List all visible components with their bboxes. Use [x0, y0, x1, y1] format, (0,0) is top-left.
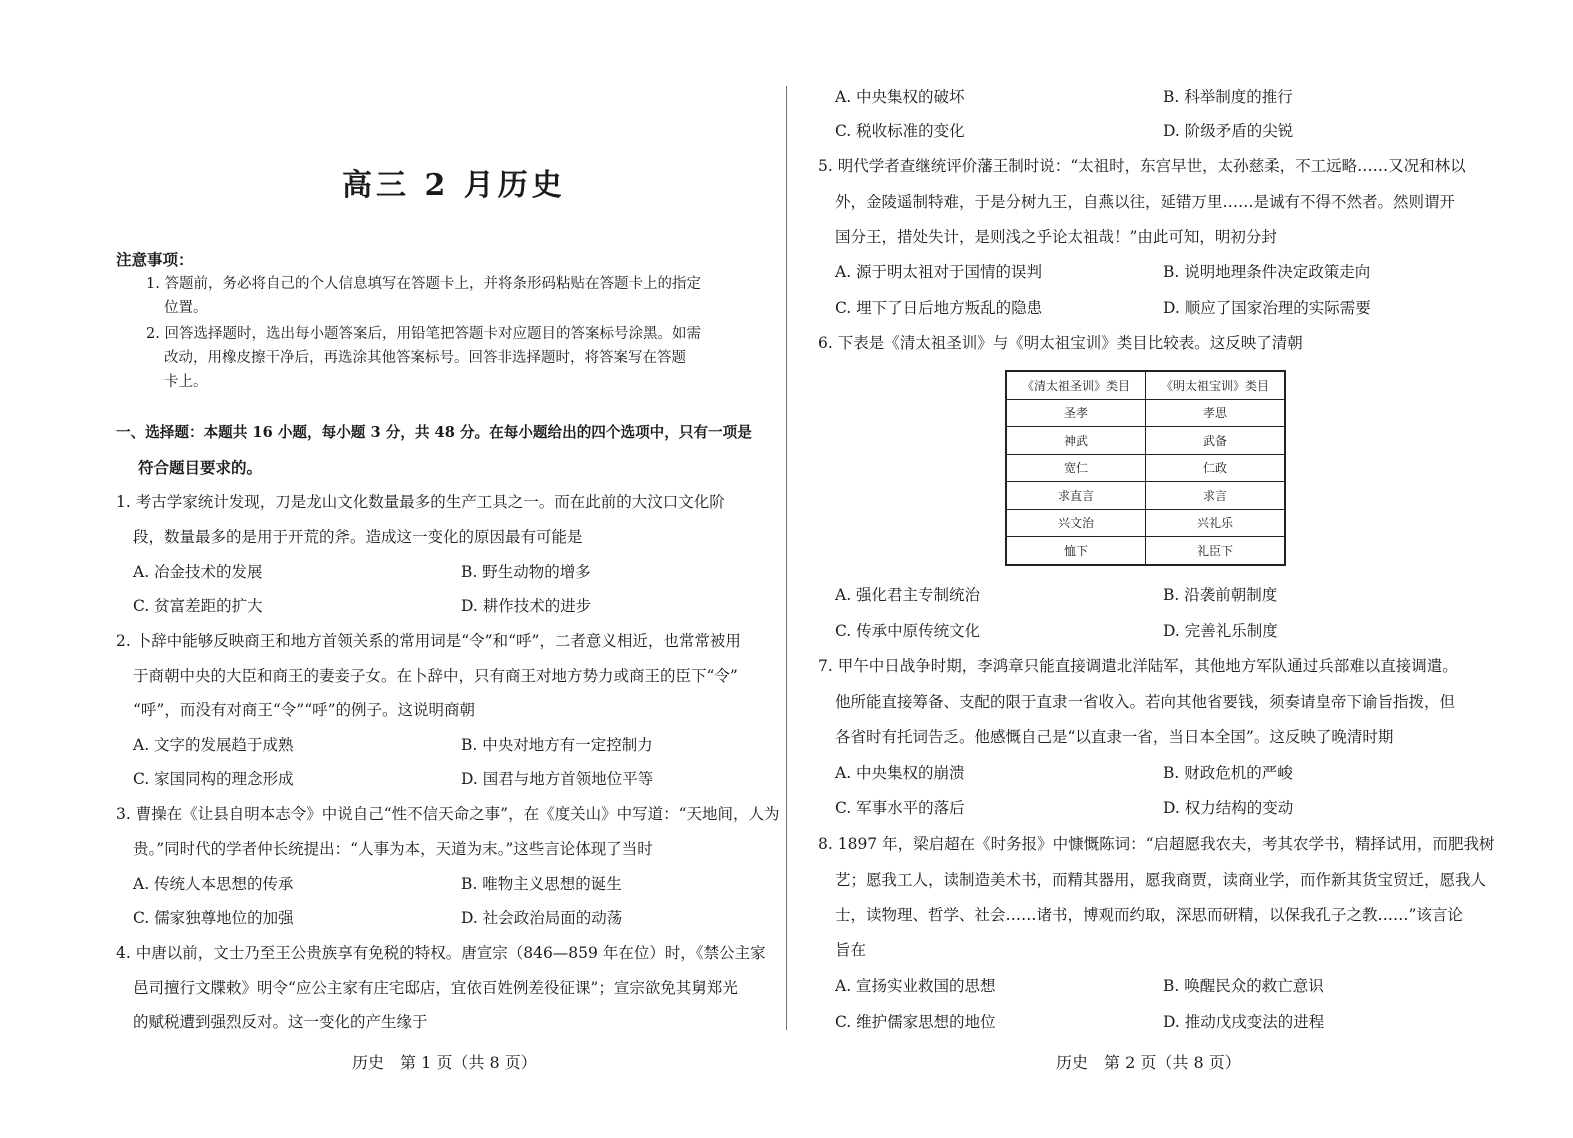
question-1-stem: 1. 考古学家统计发现，刀是龙山文化数量最多的生产工具之一。而在此前的大汶口文化阶	[116, 493, 725, 511]
table-cell: 恤下	[1006, 537, 1146, 565]
question-5-option-a: A. 源于明太祖对于国情的误判	[835, 263, 1043, 281]
table-row	[1006, 454, 1285, 482]
question-7-stem-cont2: 各省时有托词告乏。他感慨自己是“以直隶一省，当日本全国”。这反映了晚清时期	[835, 728, 1394, 746]
question-8-stem-cont: 艺；愿我工人，读制造美术书，而精其器用，愿我商贾，读商业学，而作新其货宝贸迁，愿我人	[835, 871, 1487, 889]
question-2-option-d: D. 国君与地方首领地位平等	[461, 770, 654, 788]
notice-item-1-cont: 位置。	[164, 300, 208, 316]
table-cell: 宽仁	[1006, 454, 1146, 482]
table-row	[1006, 427, 1285, 455]
section-heading: 一、选择题：本题共 16 小题，每小题 3 分，共 48 分。在每小题给出的四个选项中，只有一项是	[116, 424, 752, 441]
question-8-stem-cont3: 旨在	[835, 941, 867, 959]
table-cell: 仁政	[1146, 454, 1286, 482]
question-7-option-d: D. 权力结构的变动	[1163, 799, 1294, 817]
question-1-stem-cont: 段，数量最多的是用于开荒的斧。造成这一变化的原因最有可能是	[133, 528, 583, 546]
question-4-option-d: D. 阶级矛盾的尖锐	[1163, 122, 1294, 140]
question-6-option-d: D. 完善礼乐制度	[1163, 622, 1278, 640]
notice-item-2-cont2: 卡上。	[164, 374, 208, 390]
table-cell: 求言	[1146, 482, 1286, 510]
footer-page-2: 历史 第 2 页（共 8 页）	[1056, 1053, 1241, 1072]
question-2-option-c: C. 家国同构的理念形成	[133, 770, 294, 788]
table-header-row	[1006, 371, 1285, 399]
table-cell: 礼臣下	[1146, 537, 1286, 565]
question-5-option-d: D. 顺应了国家治理的实际需要	[1163, 299, 1371, 317]
question-2-option-a: A. 文字的发展趋于成熟	[133, 736, 294, 754]
question-1-option-d: D. 耕作技术的进步	[461, 597, 592, 615]
table-row	[1006, 509, 1285, 537]
notice-item-2: 2. 回答选择题时，选出每小题答案后，用铅笔把答题卡对应题目的答案标号涂黑。如需	[146, 326, 701, 342]
notice-heading: 注意事项：	[116, 250, 194, 269]
table-header: 《清太祖圣训》类目	[1006, 371, 1146, 399]
question-3-option-a: A. 传统人本思想的传承	[133, 875, 294, 893]
question-6-option-a: A. 强化君主专制统治	[835, 586, 981, 604]
question-1-option-c: C. 贫富差距的扩大	[133, 597, 263, 615]
question-3-option-c: C. 儒家独尊地位的加强	[133, 909, 294, 927]
question-2-stem-cont: 于商朝中央的大臣和商王的妻妾子女。在卜辞中，只有商王对地方势力或商王的臣下“令”	[133, 667, 738, 685]
question-1-option-a: A. 冶金技术的发展	[133, 563, 263, 581]
question-6-option-b: B. 沿袭前朝制度	[1163, 586, 1278, 604]
question-7-option-a: A. 中央集权的崩溃	[835, 764, 965, 782]
table-row	[1006, 399, 1285, 427]
question-8-stem-cont2: 士，读物理、哲学、社会……诸书，博观而约取，深思而研精，以保我孔子之教……”该言论	[835, 906, 1463, 924]
question-3-stem-cont: 贵。”同时代的学者仲长统提出：“人事为本，天道为末。”这些言论体现了当时	[133, 840, 653, 858]
notice-item-1: 1. 答题前，务必将自己的个人信息填写在答题卡上，并将条形码粘贴在答题卡上的指定	[146, 276, 701, 292]
question-8-option-a: A. 宣扬实业救国的思想	[835, 977, 996, 995]
table-cell: 孝思	[1146, 399, 1286, 427]
table-cell: 武备	[1146, 427, 1286, 455]
question-7-stem-cont: 他所能直接筹备、支配的限于直隶一省收入。若向其他省要钱，须奏请皇帝下谕旨指拨，但	[835, 693, 1456, 711]
question-4-stem: 4. 中唐以前，文士乃至王公贵族享有免税的特权。唐宣宗（846—859 年在位）时，《禁公主家	[116, 944, 766, 962]
table-cell: 神武	[1006, 427, 1146, 455]
question-6-stem: 6. 下表是《清太祖圣训》与《明太祖宝训》类目比较表。这反映了清朝	[818, 334, 1303, 352]
question-3-stem: 3. 曹操在《让县自明本志令》中说自己“性不信天命之事”，在《度关山》中写道：“天地间，人为	[116, 805, 780, 823]
question-4-stem-cont2: 的赋税遭到强烈反对。这一变化的产生缘于	[133, 1013, 428, 1031]
comparison-table	[1005, 370, 1286, 566]
table-row	[1006, 537, 1285, 565]
question-2-stem: 2. 卜辞中能够反映商王和地方首领关系的常用词是“令”和“呼”，二者意义相近，也常常被用	[116, 632, 741, 650]
question-7-option-b: B. 财政危机的严峻	[1163, 764, 1293, 782]
question-4-stem-cont: 邑司擅行文牒敕》明令“应公主家有庄宅邸店，宜依百姓例差役征课”；宣宗欲免其舅郑光	[133, 979, 738, 997]
question-7-stem: 7. 甲午中日战争时期，李鸿章只能直接调遣北洋陆军，其他地方军队通过兵部难以直接调遣。	[818, 657, 1458, 675]
question-8-option-d: D. 推动戊戌变法的进程	[1163, 1013, 1325, 1031]
question-3-option-b: B. 唯物主义思想的诞生	[461, 875, 622, 893]
question-3-option-d: D. 社会政治局面的动荡	[461, 909, 623, 927]
table-cell: 圣孝	[1006, 399, 1146, 427]
question-1-option-b: B. 野生动物的增多	[461, 563, 591, 581]
question-5-stem-cont: 外，金陵遥制特难，于是分树九王，自燕以往，延错万里……是诚有不得不然者。然则谓开	[835, 193, 1456, 211]
question-5-option-b: B. 说明地理条件决定政策走向	[1163, 263, 1371, 281]
question-8-option-c: C. 维护儒家思想的地位	[835, 1013, 996, 1031]
table-row	[1006, 482, 1285, 510]
question-5-stem: 5. 明代学者查继统评价藩王制时说：“太祖时，东宫早世，太孙慈柔，不工远略……又况和林以	[818, 157, 1466, 175]
page-left	[116, 0, 780, 1138]
question-8-option-b: B. 唤醒民众的救亡意识	[1163, 977, 1324, 995]
question-4-option-a: A. 中央集权的破坏	[835, 88, 965, 106]
question-5-stem-cont2: 国分王，措处失计，是则浅之乎论太祖哉！”由此可知，明初分封	[835, 228, 1277, 246]
question-5-option-c: C. 埋下了日后地方叛乱的隐患	[835, 299, 1043, 317]
page-right	[818, 0, 1495, 1138]
table-cell: 求直言	[1006, 482, 1146, 510]
question-7-option-c: C. 军事水平的落后	[835, 799, 965, 817]
table-cell: 兴礼乐	[1146, 509, 1286, 537]
question-4-option-b: B. 科举制度的推行	[1163, 88, 1293, 106]
table-cell: 兴文治	[1006, 509, 1146, 537]
footer-page-1: 历史 第 1 页（共 8 页）	[352, 1053, 537, 1072]
question-4-option-c: C. 税收标准的变化	[835, 122, 965, 140]
table-header: 《明太祖宝训》类目	[1146, 371, 1286, 399]
page-title: 高三 2 月历史	[342, 168, 566, 203]
question-2-stem-cont2: “呼”，而没有对商王“令”“呼”的例子。这说明商朝	[133, 701, 476, 719]
question-2-option-b: B. 中央对地方有一定控制力	[461, 736, 653, 754]
column-divider	[786, 86, 787, 1030]
section-heading-cont: 符合题目要求的。	[138, 458, 263, 477]
question-6-option-c: C. 传承中原传统文化	[835, 622, 981, 640]
question-8-stem: 8. 1897 年，梁启超在《时务报》中慷慨陈词：“启超愿我农夫，考其农学书，精择试用，而肥我树	[818, 835, 1495, 853]
notice-item-2-cont: 改动，用橡皮擦干净后，再选涂其他答案标号。回答非选择题时，将答案写在答题	[164, 350, 686, 366]
